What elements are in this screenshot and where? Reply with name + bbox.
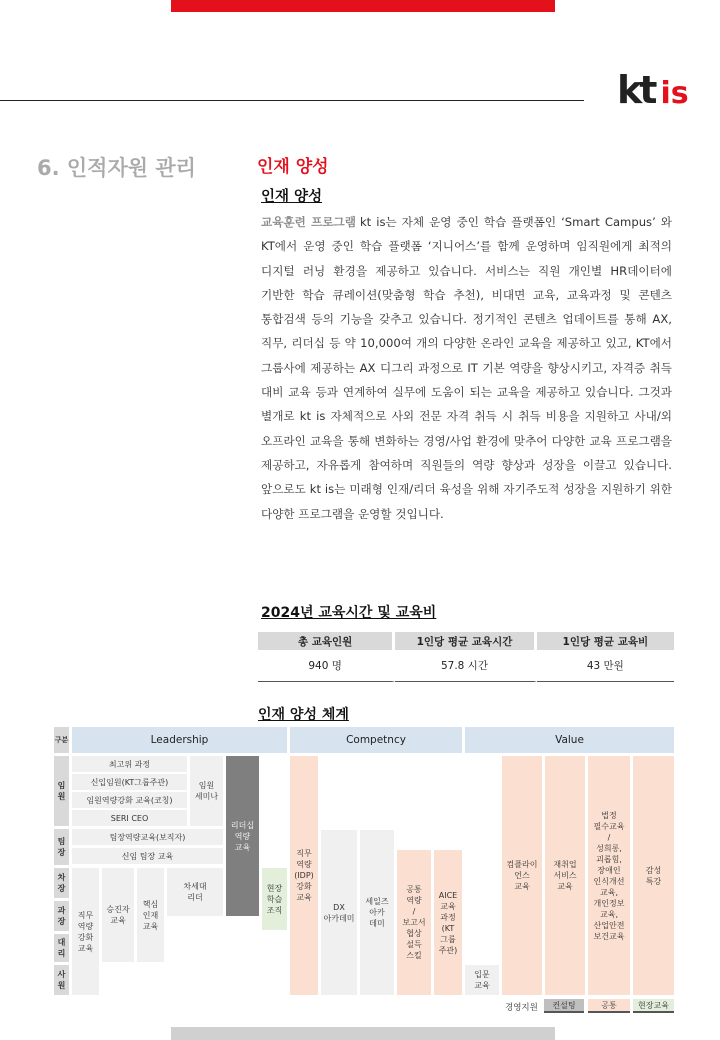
program-legal-required: 법정 필수교육 / 성희롱, 괴롭힘, 장애인 인식개선 교육, 개인정보 교육, 산업안전 보건교육 bbox=[588, 756, 630, 995]
row-header-manager: 과장 bbox=[54, 901, 69, 931]
program-job-skill: 직무 역량 강화 교육 bbox=[72, 868, 99, 995]
top-accent-bar bbox=[171, 0, 555, 12]
legend-management-support: 경영지원 bbox=[505, 1003, 538, 1013]
body-text: kt is는 자체 운영 중인 학습 플랫폼인 ‘Smart Campus’ 와 KT에서 운영 중인 학습 플랫폼 ‘지니어스’를 함께 운영하며 임직원에게 최적의 디지털 러닝 환경을 제공하고 있습니다. 서비스는 직원 개인별 HR데이터에 기반한 학습 큐레이션(맞춤형 학습 추천), 비대면 교육, 교육과정 및 콘텐츠 통합검색 등의 기능을 갖추고 있습니다. 정기적인 콘텐츠 업데이트를 통해 AX, 직무, 리더십 등 약 10,000여 개의 다양한 온라인 교육을 제공하고 있고, KT에서 그룹사에 제공하는 AX 디그리 과정으로 IT 기본 역량을 향상시키고, 자격증 취득 대비 교육 등과 연계하여 실무에 도움이 되는 교육을 제공하고 있습니다. 그것과 별개로 kt is 자체적으로 사외 전문 자격 취득 시 취득 비용을 지원하고 사내/외 오프라인 교육을 통해 변화하는 경영/사업 환경에 맞추어 다양한 교육 프로그램을 제공하고, 자유롭게 참여하며 직원들의 역량 향상과 성장을 이끌고 있습니다. 앞으로도 kt is는 미래형 인재/리더 육성을 위해 자기주도적 성장을 지원하기 위한 다양한 프로그램을 운영할 것입니다. bbox=[261, 215, 672, 521]
table-cell: 57.8 시간 bbox=[395, 650, 536, 682]
table-cell: 940 명 bbox=[258, 650, 395, 682]
body-paragraph bbox=[261, 210, 672, 526]
row-header-assistant: 대리 bbox=[54, 934, 69, 962]
stats-table-title: 2024년 교육시간 및 교육비 bbox=[261, 605, 437, 621]
program-aice: AICE 교육 과정 (KT 그룹 주관) bbox=[434, 850, 462, 995]
program-promotion: 승진자 교육 bbox=[102, 868, 134, 962]
program-exec-seminar: 임원 세미나 bbox=[190, 756, 223, 826]
legend-consulting: 컨설팅 bbox=[544, 999, 584, 1013]
col-header-leadership: Leadership bbox=[72, 727, 287, 753]
table-cell: 43 만원 bbox=[537, 650, 674, 682]
program-sales-academy: 세일즈 아카 데미 bbox=[360, 830, 394, 995]
program-job-idp: 직무 역량 (IDP) 강화 교육 bbox=[290, 756, 318, 995]
logo-is-text: is bbox=[660, 76, 689, 111]
row-header-staff: 사원 bbox=[54, 965, 69, 995]
section-title: 6. 인적자원 관리 bbox=[37, 156, 196, 180]
program-common-skills: 공통 역량 / 보고서 협상 설득 스킬 bbox=[397, 850, 431, 995]
program-new-exec: 신입임원(KT그룹주관) bbox=[72, 774, 187, 790]
corner-header: 구분 bbox=[54, 727, 69, 753]
program-new-team-lead: 신임 팀장 교육 bbox=[72, 848, 223, 864]
legend-common: 공통 bbox=[588, 999, 630, 1013]
topic-title: 인재 양성 bbox=[257, 157, 329, 177]
logo-kt-text: kt bbox=[617, 68, 655, 112]
kt-is-logo bbox=[617, 68, 689, 112]
header-divider bbox=[0, 100, 584, 101]
table-row bbox=[258, 650, 674, 682]
row-header-deputy: 차장 bbox=[54, 868, 69, 898]
row-header-team-lead: 팀장 bbox=[54, 829, 69, 865]
program-field-learning: 현장 학습 조직 bbox=[262, 868, 287, 930]
body-lead: 교육훈련 프로그램 bbox=[261, 215, 356, 229]
table-header: 1인당 평균 교육시간 bbox=[395, 632, 536, 650]
bottom-accent-bar bbox=[171, 1027, 555, 1040]
program-core-talent: 핵심 인재 교육 bbox=[137, 868, 164, 962]
program-next-leader: 차세대 리더 bbox=[167, 868, 223, 916]
program-exec-coaching: 임원역량강화 교육(코칭) bbox=[72, 792, 187, 808]
table-header-row bbox=[258, 632, 674, 650]
col-header-value: Value bbox=[465, 727, 674, 753]
table-header: 총 교육인원 bbox=[258, 632, 395, 650]
program-seri-ceo: SERI CEO bbox=[72, 810, 187, 826]
subsection-title: 인재 양성 bbox=[261, 189, 323, 205]
table-header: 1인당 평균 교육비 bbox=[537, 632, 674, 650]
program-leadership-competency: 리더십 역량 교육 bbox=[226, 756, 259, 916]
stats-table bbox=[258, 632, 674, 682]
legend-field-training: 현장교육 bbox=[633, 999, 674, 1013]
program-emotion-lecture: 감성 특강 bbox=[633, 756, 674, 995]
system-diagram-title: 인재 양성 체계 bbox=[258, 707, 349, 723]
row-header-exec: 임원 bbox=[54, 756, 69, 826]
program-dx-academy: DX 아카데미 bbox=[321, 830, 357, 995]
program-compliance: 컴플라이 언스 교육 bbox=[502, 756, 542, 995]
program-onboarding: 입문 교육 bbox=[465, 965, 499, 995]
col-header-competency: Competncy bbox=[290, 727, 462, 753]
program-top-exec: 최고위 과정 bbox=[72, 756, 187, 772]
program-reemployment: 재취업 서비스 교육 bbox=[545, 756, 585, 995]
program-team-lead-capability: 팀장역량교육(보직자) bbox=[72, 829, 223, 845]
